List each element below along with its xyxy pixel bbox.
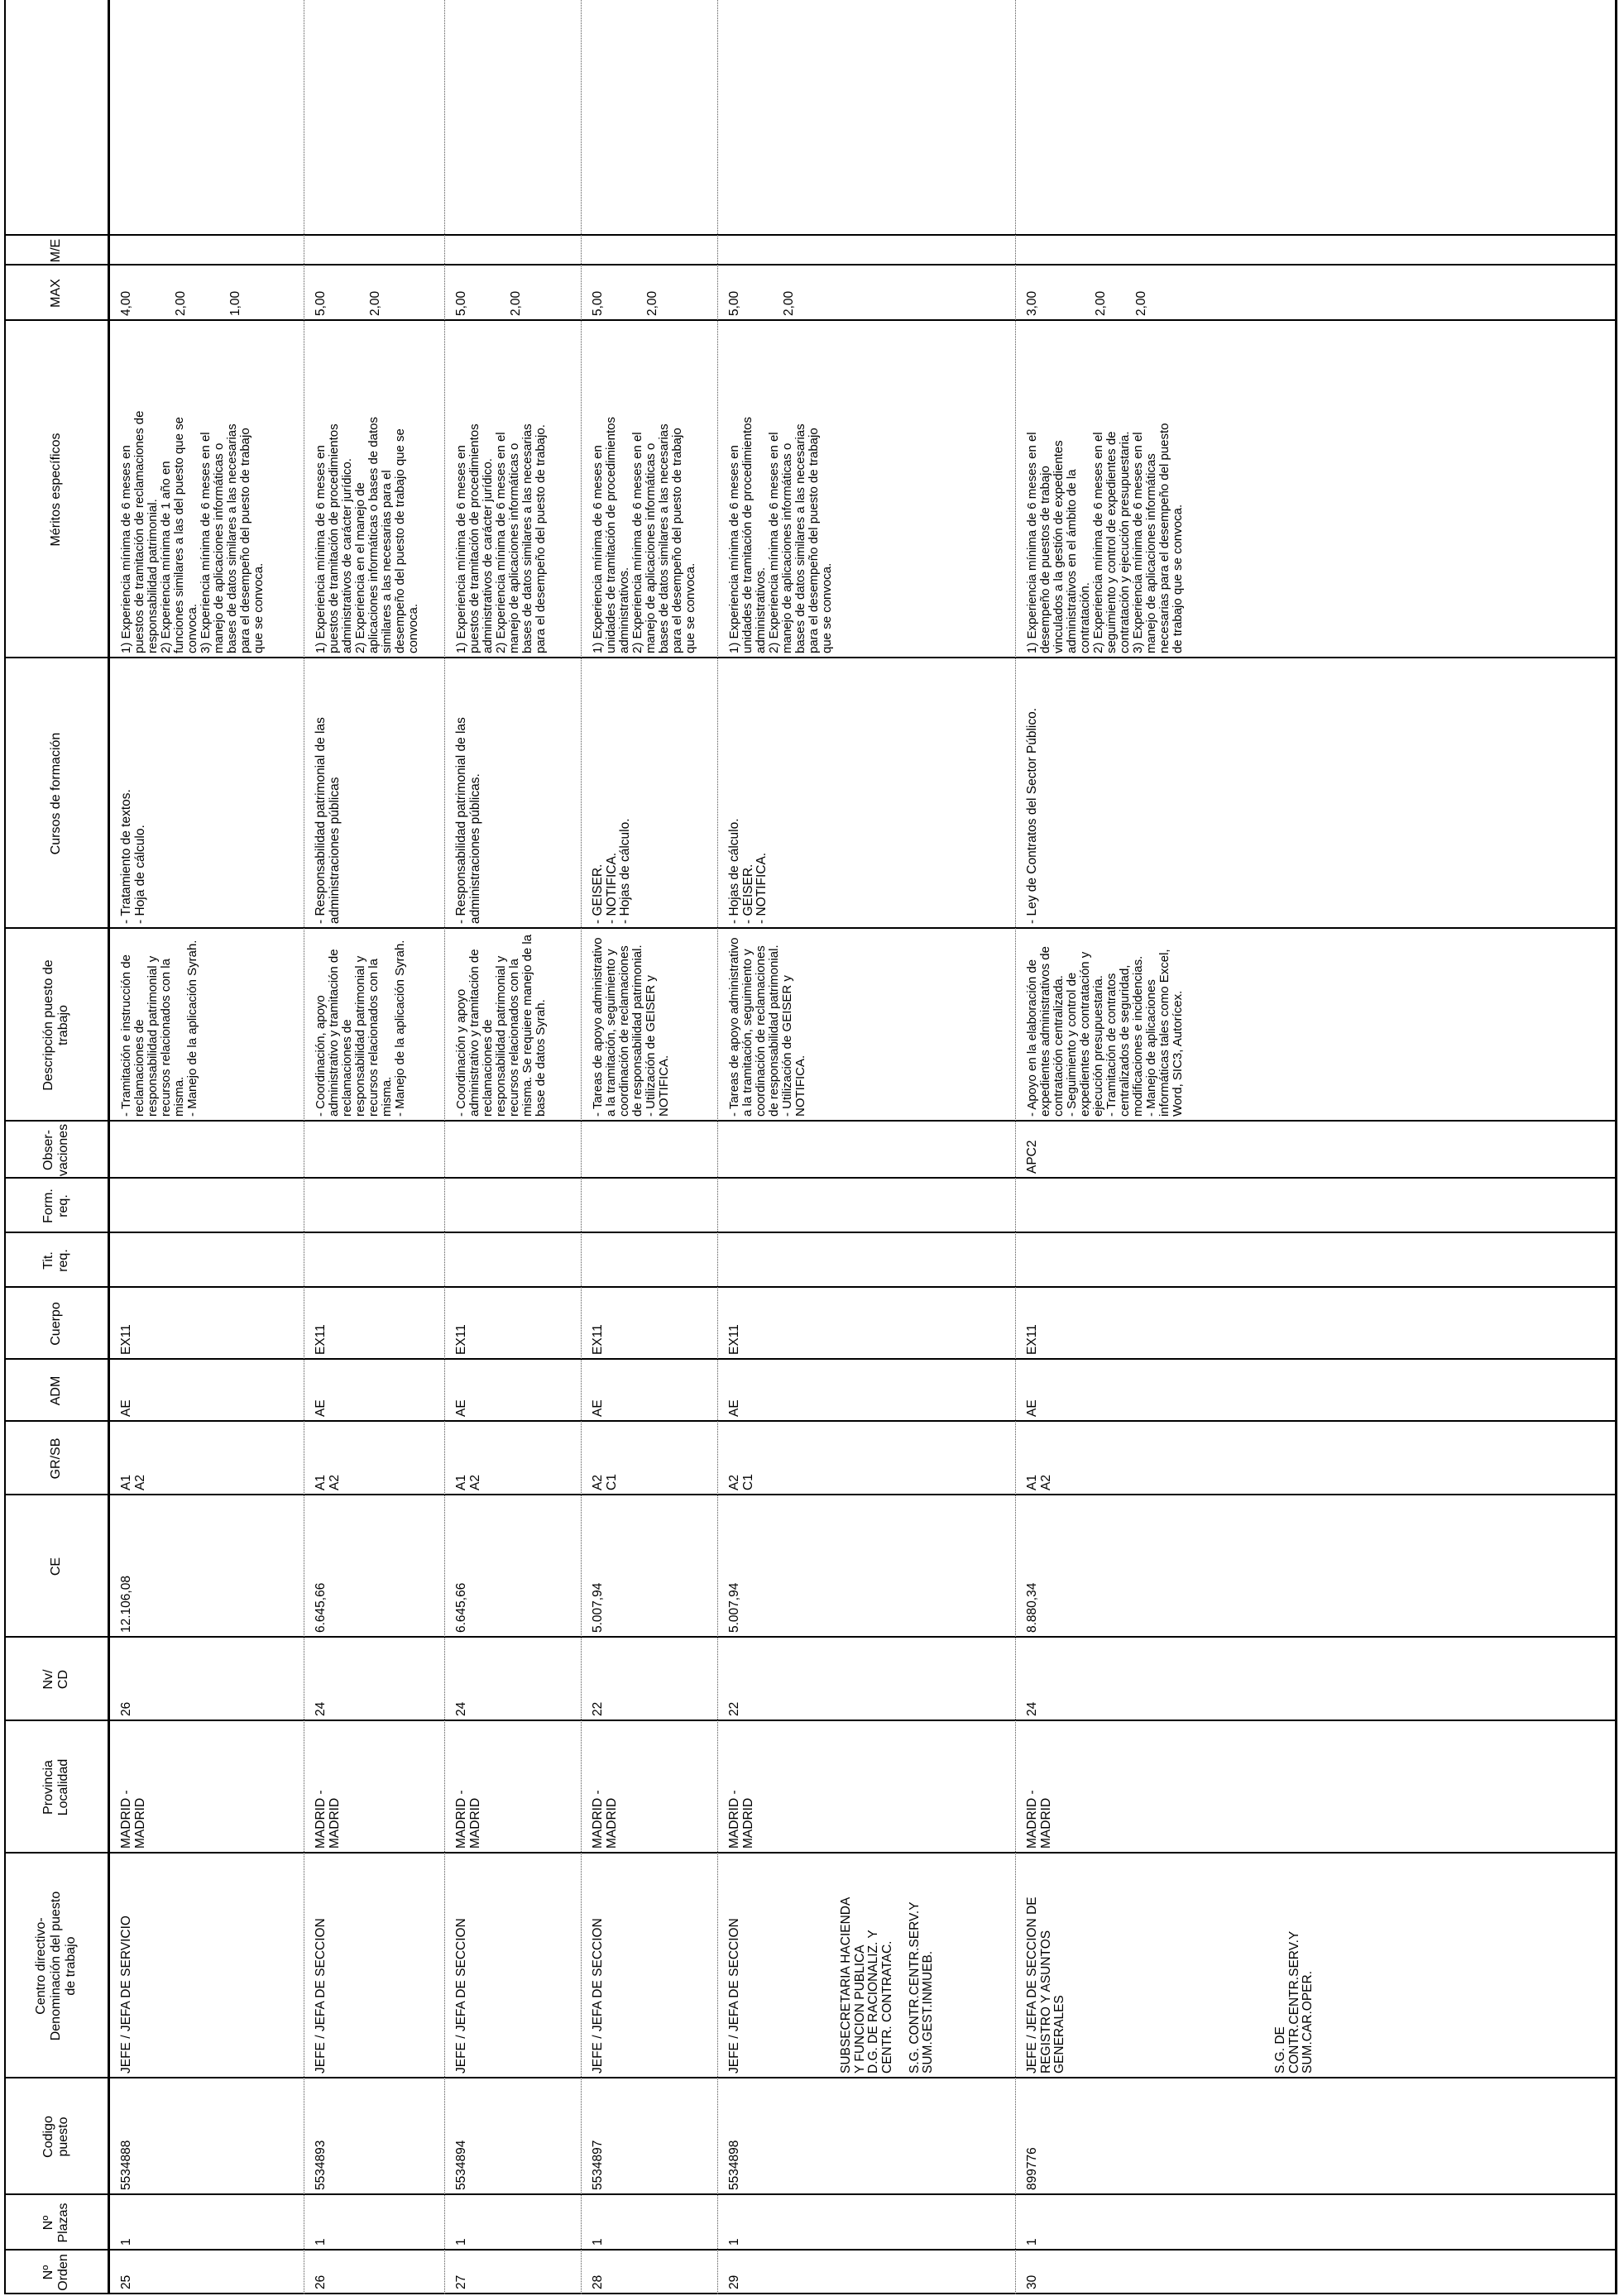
cell-cursos: - Responsabilidad patrimonial de las administraciones públicas xyxy=(314,717,342,924)
cell-provincia: MADRID - MADRID xyxy=(314,1790,342,1849)
cell-meritos: 1) Experiencia mínima de 6 meses en el desempeño de puestos de trabajo vinculados a la gestión de expedientes administrativos en el ámbito de la contratación. 2) Experiencia mínima de 6 meses en el seguimiento y control de expedientes de contratación y ejecución presupuestaria. 3) Experiencia mínima de 6 meses en el manejo de aplicaciones informáticas necesarias para el desempeño del puesto de trabajo que se convoca. xyxy=(1025,423,1185,653)
cell-plazas: 1 xyxy=(1025,2238,1039,2246)
column-rule xyxy=(4,264,1617,265)
cell-plazas: 1 xyxy=(454,2238,468,2246)
column-rule xyxy=(4,234,1617,236)
cell-grupo: A1 A2 xyxy=(119,1475,147,1490)
column-rule xyxy=(4,1852,1617,1854)
cell-centro: JEFE / JEFA DE SECCION DE REGISTRO Y ASUNTOS GENERALES xyxy=(1025,1897,1066,2074)
cell-adm: AE xyxy=(454,1399,468,1417)
column-rule xyxy=(4,927,1617,929)
cell-max: 4,00 2,00 1,00 xyxy=(119,290,242,316)
cell-adm: AE xyxy=(727,1399,741,1417)
column-header-plazas: Nº Plazas xyxy=(41,2203,70,2243)
column-rule xyxy=(4,1636,1617,1638)
cell-descripcion: - Tramitación e instrucción de reclamaciones de responsabilidad patrimonial y recursos relacionados con la misma. - Manejo de la aplicación Syrah. xyxy=(119,940,199,1117)
bottom-rule xyxy=(1615,0,1617,2294)
cell-nivel: 26 xyxy=(119,1701,133,1716)
row-divider xyxy=(1015,0,1016,2294)
cell-nivel: 22 xyxy=(727,1701,741,1716)
cell-plazas: 1 xyxy=(314,2238,328,2246)
column-header-codigo: Codigo puesto xyxy=(41,2116,70,2158)
cell-max: 5,00 2,00 xyxy=(454,290,523,316)
cell-cuerpo: EX11 xyxy=(119,1324,133,1355)
cell-plazas: 1 xyxy=(591,2238,605,2246)
cell-orden: 27 xyxy=(454,2274,468,2289)
row-divider xyxy=(581,0,582,2294)
cell-orden: 29 xyxy=(727,2274,741,2289)
cell-centro: JEFE / JEFA DE SERVICIO xyxy=(119,1916,133,2074)
column-header-nivel: Nv/ CD xyxy=(41,1669,70,1690)
column-rule xyxy=(4,1232,1617,1233)
cell-meritos: 1) Experiencia mínima de 6 meses en puestos de tramitación de procedimientos administrativos de carácter jurídico. 2) Experiencia en el manejo de aplicaciones informáticas o bases de datos similares a las necesarias para el desempeño del puesto de trabajo que se convoca. xyxy=(314,417,420,653)
column-header-cursos: Cursos de formación xyxy=(48,732,63,855)
column-header-tit: Tit. req. xyxy=(41,1249,70,1272)
cell-ce: 6.645,66 xyxy=(454,1582,468,1633)
cell-meritos: 1) Experiencia mínima de 6 meses en unidades de tramitación de procedimientos administrativos. 2) Experiencia mínima de 6 meses en el manejo de aplicaciones informáticas o bases de datos similares a las necesarias para el desempeño del puesto de trabajo que se convoca. xyxy=(727,416,834,653)
cell-codigo: 5534893 xyxy=(314,2140,328,2190)
cell-provincia: MADRID - MADRID xyxy=(1025,1790,1053,1849)
column-rule xyxy=(4,2249,1617,2251)
cell-max: 5,00 2,00 xyxy=(727,290,796,316)
cell-adm: AE xyxy=(591,1399,605,1417)
cell-adm: AE xyxy=(314,1399,328,1417)
cell-max: 3,00 2,00 2,00 xyxy=(1025,290,1148,316)
cell-codigo: 899776 xyxy=(1025,2147,1039,2190)
cell-centro: JEFE / JEFA DE SECCION xyxy=(591,1918,605,2074)
cell-orden: 25 xyxy=(119,2274,133,2289)
cell-nivel: 22 xyxy=(591,1701,605,1716)
column-rule xyxy=(4,2293,1617,2294)
column-rule xyxy=(4,2193,1617,2195)
column-header-form: Form. req. xyxy=(41,1189,70,1223)
cell-cuerpo: EX11 xyxy=(591,1324,605,1355)
cell-descripcion: - Tareas de apoyo administrativo a la tramitación, seguimiento y coordinación de reclamaciones de responsabilidad patrimonial. - Utilización de GEISER y NOTIFICA. xyxy=(727,937,807,1117)
cell-max: 5,00 2,00 xyxy=(314,290,382,316)
cell-centro: JEFE / JEFA DE SECCION xyxy=(727,1918,741,2074)
cell-cuerpo: EX11 xyxy=(1025,1324,1039,1355)
cell-provincia: MADRID - MADRID xyxy=(454,1790,482,1849)
cell-grupo: A1 A2 xyxy=(1025,1475,1053,1490)
cell-codigo: 5534888 xyxy=(119,2140,133,2190)
column-rule xyxy=(4,1120,1617,1122)
cell-ce: 12.106,08 xyxy=(119,1576,133,1633)
cell-centro: JEFE / JEFA DE SECCION xyxy=(314,1918,328,2074)
cell-codigo: 5534894 xyxy=(454,2140,468,2190)
cell-ce: 8.880,34 xyxy=(1025,1582,1039,1633)
column-rule xyxy=(4,1494,1617,1495)
column-rule xyxy=(4,1358,1617,1360)
column-rule xyxy=(4,1177,1617,1179)
column-header-orden: Nº Orden xyxy=(41,2254,70,2291)
column-header-cuerpo: Cuerpo xyxy=(48,1302,63,1346)
column-header-ce: CE xyxy=(48,1557,63,1576)
cell-cuerpo: EX11 xyxy=(314,1324,328,1355)
cell-adm: AE xyxy=(119,1399,133,1417)
cell-meritos: 1) Experiencia mínima de 6 meses en puestos de tramitación de procedimientos administrativos de carácter jurídico. 2) Experiencia mínima de 6 meses en el manejo de aplicaciones informáticas o bases de datos similares a las necesarias para el desempeño del puesto de trabajo. xyxy=(454,423,548,653)
cell-cursos: - GEISER. - NOTIFICA. - Hojas de cálculo. xyxy=(591,818,632,924)
cell-ce: 6.645,66 xyxy=(314,1582,328,1633)
cell-grupo: A1 A2 xyxy=(454,1475,482,1490)
cell-grupo: A2 C1 xyxy=(727,1474,755,1490)
column-rule xyxy=(4,1420,1617,1422)
cell-grupo: A2 C1 xyxy=(591,1474,619,1490)
cell-meritos: 1) Experiencia mínima de 6 meses en puestos de tramitación de reclamaciones de responsabilidad patrimonial. 2) Experiencia mínima de 1 año en funciones similares a las del puesto que se convoca. 3) Experiencia mínima de 6 meses en el manejo de aplicaciones informáticas o bases de datos similares a las necesarias para el desempeño del puesto de trabajo que se convoca. xyxy=(119,410,266,653)
row-divider xyxy=(717,0,718,2294)
cell-descripcion: - Apoyo en la elaboración de expedientes administrativos de contratación centralizada. - Seguimiento y control de expedientes de contratación y ejecución presupuestaria. - Tramitación de contratos centralizados de seguridad, modificaciones e incidencias. - Manejo de aplicaciones informáticas tales como Excel, Word, SIC3, Autorícex. xyxy=(1025,946,1185,1117)
column-header-obs: Obser- vaciones xyxy=(41,1123,70,1177)
column-header-meritos: Méritos específicos xyxy=(48,433,63,547)
cell-provincia: MADRID - MADRID xyxy=(727,1790,755,1849)
column-header-adm: ADM xyxy=(48,1375,63,1406)
header-rule xyxy=(108,0,110,2294)
cell-grupo: A1 A2 xyxy=(314,1475,342,1490)
column-rule xyxy=(4,2077,1617,2078)
cell-descripcion: - Coordinación, apoyo administrativo y tramitación de reclamaciones de responsabilidad patrimonial y recursos relacionados con la misma. - Manejo de la aplicación Syrah. xyxy=(314,940,407,1117)
cell-descripcion: - Tareas de apoyo administrativo a la tramitación, seguimiento y coordinación de reclamaciones de responsabilidad patrimonial. - Utilización de GEISER y NOTIFICA. xyxy=(591,937,671,1117)
column-rule xyxy=(4,1720,1617,1721)
cell-cursos: - Ley de Contratos del Sector Público. xyxy=(1025,707,1039,924)
cell-descripcion: - Coordinación y apoyo administrativo y tramitación de reclamaciones de responsabilidad patrimonial y recursos relacionados con la misma. Se requiere manejo de la base de datos Syrah. xyxy=(454,934,548,1117)
cell-cuerpo: EX11 xyxy=(454,1324,468,1355)
row-divider xyxy=(444,0,445,2294)
cell-ce: 5.007,94 xyxy=(591,1582,605,1633)
cell-orden: 28 xyxy=(591,2274,605,2289)
cell-plazas: 1 xyxy=(727,2238,741,2246)
cell-max: 5,00 2,00 xyxy=(591,290,659,316)
column-header-provincia: Provincia Localidad xyxy=(41,1758,70,1816)
column-header-max: MAX xyxy=(48,279,63,308)
cell-nivel: 24 xyxy=(454,1701,468,1716)
cell-nivel: 24 xyxy=(1025,1701,1039,1716)
cell-cursos: - Hojas de cálculo. - GEISER. - NOTIFICA. xyxy=(727,818,769,924)
cell-provincia: MADRID - MADRID xyxy=(591,1790,619,1849)
cell-plazas: 1 xyxy=(119,2238,133,2246)
column-header-grupo: GR/SB xyxy=(48,1437,63,1480)
cell-centro: JEFE / JEFA DE SECCION xyxy=(454,1918,468,2074)
cell-orden: 26 xyxy=(314,2274,328,2289)
cell-provincia: MADRID - MADRID xyxy=(119,1790,147,1849)
column-header-me: M/E xyxy=(48,238,63,263)
cell-obs: APC2 xyxy=(1025,1140,1039,1174)
column-rule xyxy=(4,1286,1617,1288)
cell-cursos: - Tratamiento de textos. - Hoja de cálculo. xyxy=(119,789,147,924)
table-grid xyxy=(4,0,1617,2294)
cell-orden: 30 xyxy=(1025,2274,1039,2289)
cell-codigo: 5534898 xyxy=(727,2140,741,2190)
cell-cursos: - Responsabilidad patrimonial de las administraciones públicas. xyxy=(454,717,482,924)
section-header-lower: S.G. DE CONTR.CENTR.SERV.Y SUM.CAR.OPER. xyxy=(1273,1930,1315,2074)
cell-cuerpo: EX11 xyxy=(727,1324,741,1355)
cell-codigo: 5534897 xyxy=(591,2140,605,2190)
cell-adm: AE xyxy=(1025,1399,1039,1417)
cell-ce: 5.007,94 xyxy=(727,1582,741,1633)
section-header-upper: SUBSECRETARIA HACIENDA Y FUNCION PUBLICA D.G. DE RACIONALIZ. Y CENTR. CONTRATAC. S.G. CONTR.CENTR.SERV.Y SUM.GEST.INMUEB. xyxy=(839,1897,935,2074)
column-header-descripcion: Descripción puesto de trabajo xyxy=(41,959,70,1091)
cell-meritos: 1) Experiencia mínima de 6 meses en unidades de tramitación de procedimientos administrativos. 2) Experiencia mínima de 6 meses en el manejo de aplicaciones informáticas o bases de datos similares a las necesarias para el desempeño del puesto de trabajo que se convoca. xyxy=(591,416,697,653)
column-header-centro: Centro directivo- Denominación del puesto de trabajo xyxy=(33,1891,78,2041)
cell-nivel: 24 xyxy=(314,1701,328,1716)
